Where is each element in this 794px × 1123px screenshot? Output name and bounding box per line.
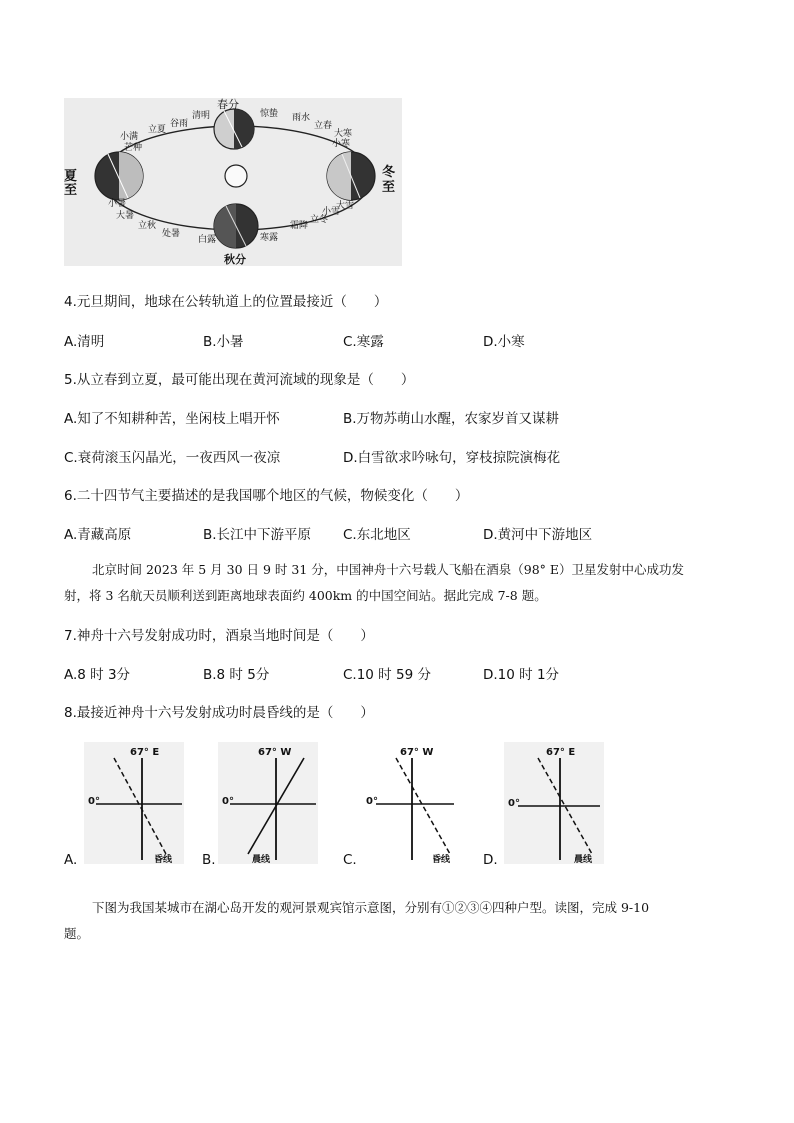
equator-label: 0°	[88, 796, 100, 807]
q4-option-a[interactable]: A.清明	[64, 334, 105, 350]
label-summer-2: 至	[64, 183, 78, 198]
earth-spring	[214, 109, 254, 149]
passage2-line2: 题。	[64, 926, 90, 941]
q5-option-b[interactable]: B.万物苏萌山水醒，农家岁首又谋耕	[343, 411, 560, 427]
label-yushui: 雨水	[292, 113, 311, 123]
meridian-label: 67° W	[258, 747, 292, 758]
q4-option-d[interactable]: D.小寒	[483, 334, 525, 350]
q6-stem: 6.二十四节气主要描述的是我国哪个地区的气候，物候变化（ ）	[64, 488, 469, 504]
earth-winter	[327, 152, 375, 200]
label-xiaoshu: 小暑	[108, 199, 127, 209]
meridian-label: 67° W	[400, 747, 434, 758]
passage1-line1: 北京时间 2023 年 5 月 30 日 9 时 31 分，中国神舟十六号载人飞船在酒泉（98° E）卫星发射中心成功发	[92, 562, 685, 577]
q7-option-d[interactable]: D.10 时 1分	[483, 667, 560, 683]
label-guyu: 谷雨	[170, 119, 189, 129]
label-bailu: 白露	[198, 235, 217, 245]
label-jingzhe: 惊蛰	[260, 109, 279, 119]
meridian-label: 67° E	[130, 747, 160, 758]
label-lidong: 立冬	[310, 215, 329, 225]
earth-orbit-diagram	[64, 98, 402, 266]
equator-label: 0°	[222, 796, 234, 807]
terminator-label: 昏线	[432, 855, 451, 864]
label-xiaohan: 小寒	[332, 139, 351, 149]
q8-option-c[interactable]: C.	[343, 852, 357, 868]
label-lichun: 立春	[314, 121, 333, 131]
q7-stem: 7.神舟十六号发射成功时，酒泉当地时间是（ ）	[64, 628, 374, 644]
orbit-figure	[64, 98, 402, 266]
sun	[225, 165, 247, 187]
q8-option-a[interactable]: A.	[64, 852, 78, 868]
q5-option-c[interactable]: C.衰荷滚玉闪晶光，一夜西风一夜凉	[64, 450, 281, 466]
label-liqiu: 立秋	[138, 221, 157, 231]
q4-option-b[interactable]: B.小暑	[203, 334, 244, 350]
q8-figure-b[interactable]	[218, 742, 318, 864]
label-spring: 春分	[217, 98, 239, 111]
label-autumn: 秋分	[224, 253, 246, 266]
q8-figure-c[interactable]	[362, 742, 462, 864]
passage2-line1: 下图为我国某城市在湖心岛开发的观河景观宾馆示意图，分别有①②③④四种户型。读图，完成 9-10	[92, 900, 650, 915]
label-lixia: 立夏	[148, 125, 167, 135]
q8-option-b[interactable]: B.	[202, 852, 216, 868]
q5-option-d[interactable]: D.白雪欲求吟咏句，穿枝掠院演梅花	[343, 450, 561, 466]
label-hanlu: 寒露	[260, 233, 279, 243]
q7-option-b[interactable]: B.8 时 5分	[203, 667, 270, 683]
terminator-label: 晨线	[252, 855, 271, 864]
label-shuangjiang: 霜降	[290, 221, 309, 231]
q8-figure-a[interactable]	[84, 742, 184, 864]
label-winter-2: 至	[382, 180, 396, 195]
meridian-label: 67° E	[546, 747, 576, 758]
equator-label: 0°	[508, 798, 520, 809]
label-mangzhong: 芒种	[124, 143, 143, 153]
label-dashu: 大暑	[116, 211, 135, 221]
q5-stem: 5.从立春到立夏，最可能出现在黄河流域的现象是（ ）	[64, 372, 415, 388]
q6-option-b[interactable]: B.长江中下游平原	[203, 527, 312, 543]
earth-autumn	[214, 204, 258, 248]
q8-option-d[interactable]: D.	[483, 852, 498, 868]
terminator-label: 晨线	[574, 855, 593, 864]
label-chushu: 处暑	[162, 229, 181, 239]
label-daxue: 大雪	[336, 201, 355, 211]
earth-summer	[95, 152, 143, 200]
label-qingming: 清明	[192, 111, 211, 121]
label-winter-1: 冬	[382, 165, 396, 180]
label-xiaoxue: 小雪	[322, 207, 341, 217]
q4-option-c[interactable]: C.寒露	[343, 334, 384, 350]
q8-figure-d[interactable]	[504, 742, 604, 864]
terminator-label: 昏线	[154, 855, 173, 864]
q4-stem: 4.元旦期间，地球在公转轨道上的位置最接近（ ）	[64, 294, 388, 310]
label-xiaoman: 小满	[120, 132, 139, 142]
q6-option-d[interactable]: D.黄河中下游地区	[483, 527, 593, 543]
terminator-line	[396, 758, 450, 854]
q6-option-a[interactable]: A.青藏高原	[64, 527, 132, 543]
passage1-line2: 射，将 3 名航天员顺利送到距离地球表面约 400km 的中国空间站。据此完成 7-8 题。	[64, 588, 547, 603]
q7-option-c[interactable]: C.10 时 59 分	[343, 667, 431, 683]
equator-label: 0°	[366, 796, 378, 807]
terminator-line	[114, 758, 166, 854]
q5-option-a[interactable]: A.知了不知耕种苦，坐闲枝上唱开怀	[64, 411, 280, 427]
q7-option-a[interactable]: A.8 时 3分	[64, 667, 131, 683]
q6-option-c[interactable]: C.东北地区	[343, 527, 411, 543]
label-dahan: 大寒	[334, 129, 353, 139]
q8-stem: 8.最接近神舟十六号发射成功时晨昏线的是（ ）	[64, 705, 374, 721]
label-summer-1: 夏	[64, 169, 78, 184]
